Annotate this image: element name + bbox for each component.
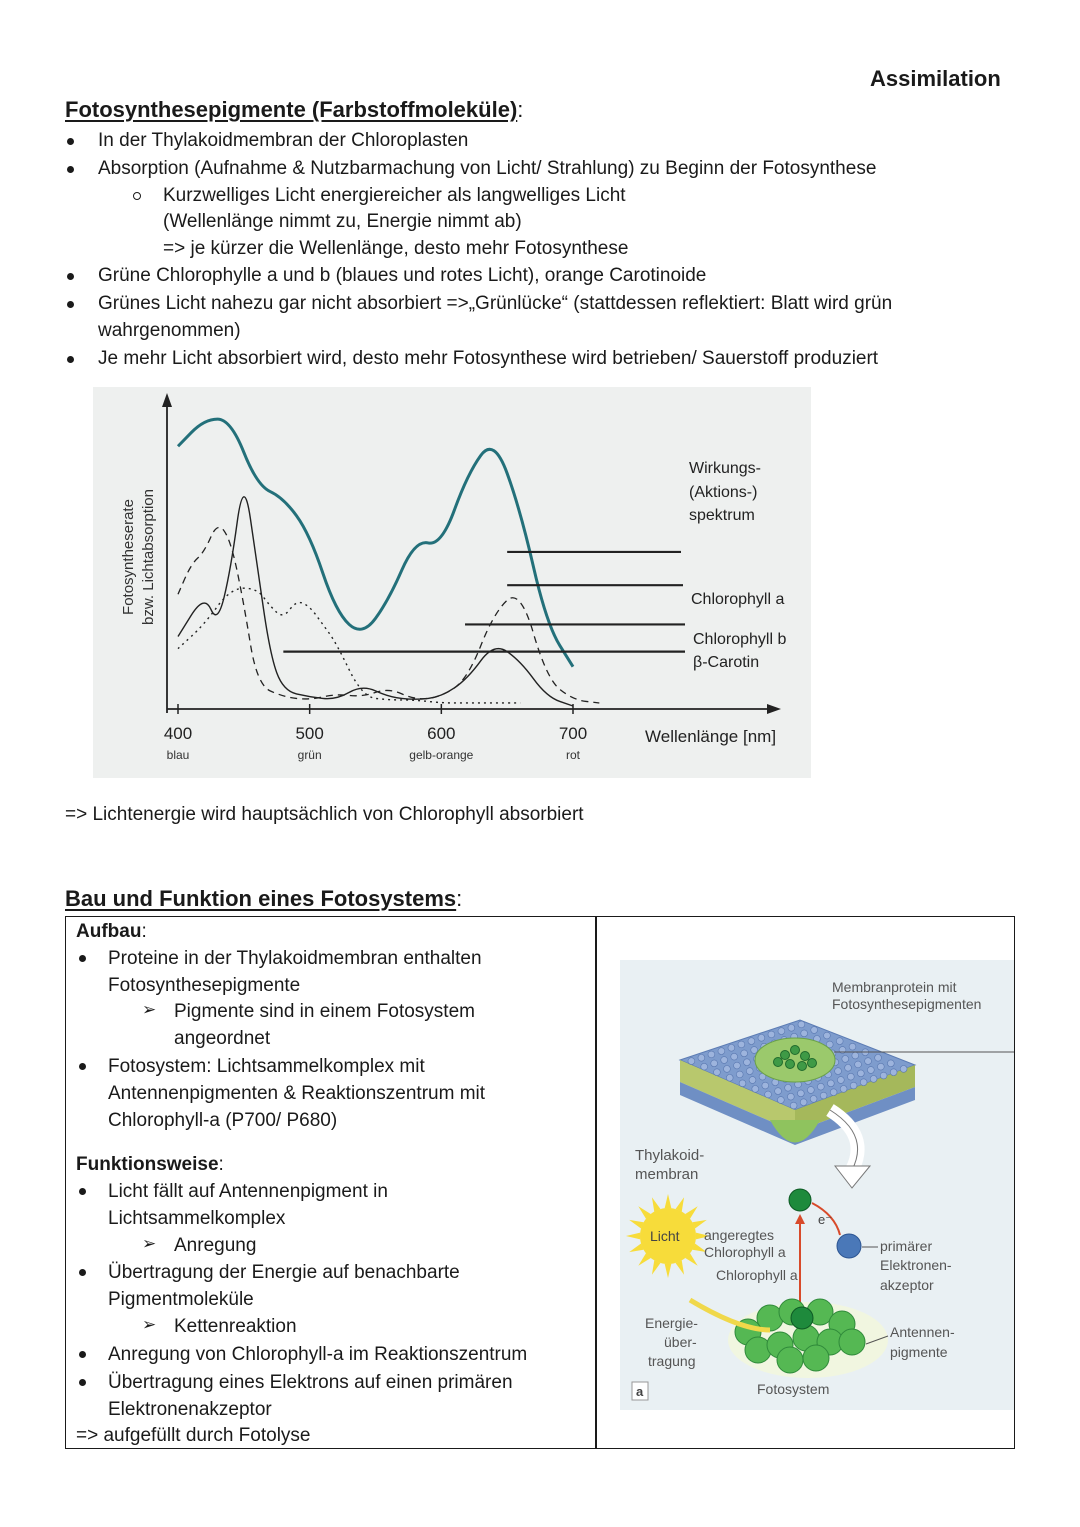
lipid-head [837, 1077, 844, 1084]
angeregt-label-2: Chlorophyll a [704, 1244, 786, 1260]
lipid-head [811, 1027, 818, 1034]
lipid-head [847, 1073, 854, 1080]
lipid-head [788, 1024, 795, 1031]
aufbau-line: Proteine in der Thylakoidmembran enthalten [108, 948, 482, 969]
lipid-head [714, 1069, 721, 1076]
sun-ray [626, 1233, 640, 1240]
arrow-bullet-icon: ➢ [142, 1000, 157, 1019]
lipid-head [807, 1087, 814, 1094]
energie-label-2: über- [664, 1334, 697, 1350]
electron-acceptor-molecule [837, 1234, 861, 1258]
bullet-dot [67, 166, 74, 173]
chart-conclusion: => Lichtenergie wird hauptsächlich von Chlorophyll absorbiert [65, 804, 584, 825]
lipid-head [887, 1060, 894, 1067]
zoom-arrow-head [835, 1166, 870, 1188]
lipid-head [830, 1089, 837, 1096]
lipid-head [880, 1072, 887, 1079]
licht-label: Licht [650, 1228, 680, 1244]
lipid-head [867, 1067, 874, 1074]
x-axis-label: Wellenlänge [nm] [645, 727, 777, 746]
heading-colon: : [141, 921, 147, 942]
lipid-head [877, 1063, 884, 1070]
energie-label-1: Energie- [645, 1315, 698, 1331]
x-tick-label: 500 [295, 724, 324, 743]
lipid-head [718, 1048, 725, 1055]
antenna-pigment [803, 1345, 829, 1371]
lipid-head [724, 1065, 731, 1072]
lipid-head [762, 1082, 769, 1089]
funktion-line: Übertragung der Energie auf benachbarte [108, 1262, 460, 1283]
bullet-dot [79, 955, 86, 962]
lipid-head [711, 1060, 718, 1067]
lipid-head [785, 1084, 792, 1091]
bullet-dot [79, 1379, 86, 1386]
series-line-1 [178, 527, 599, 703]
section-title-text: Bau und Funktion eines Fotosystems [65, 886, 457, 911]
lipid-head [797, 1090, 804, 1097]
aufbau-heading [76, 918, 147, 945]
y-axis-label-1: Fotosyntheserate [120, 499, 137, 615]
bullet-dot [79, 1351, 86, 1358]
aufbau-line: Pigmente sind in einem Fotosystem [174, 1001, 475, 1022]
lipid-head [800, 1099, 807, 1106]
lipid-head [798, 1021, 805, 1028]
lipid-head [736, 1071, 743, 1078]
lipid-head [778, 1028, 785, 1035]
akzeptor-label-1: primärer [880, 1238, 933, 1254]
x-tick-color-label: blau [166, 748, 190, 762]
lipid-head [708, 1051, 715, 1058]
legend-chlorophyll-b: Chlorophyll b [693, 631, 787, 648]
funktion-heading-text: Funktionsweise [76, 1154, 219, 1175]
antenna-pigment [745, 1337, 771, 1363]
lipid-head [734, 1062, 741, 1069]
akzeptor-label-3: akzeptor [880, 1277, 934, 1293]
lipid-head [890, 1069, 897, 1076]
aufbau-line: angeordnet [174, 1028, 271, 1049]
pigment-in-protein [781, 1051, 790, 1060]
lipid-head [865, 1058, 872, 1065]
lipid-head [850, 1082, 857, 1089]
pigment-in-protein [791, 1046, 800, 1055]
title-colon: : [517, 97, 524, 122]
funktion-line: => aufgefüllt durch Fotolyse [76, 1425, 311, 1446]
lipid-head [721, 1057, 728, 1064]
sub-bullet-text: Kurzwelliges Licht energiereicher als langwelliges Licht [163, 185, 626, 206]
x-tick-label: 400 [163, 724, 193, 743]
page-topic: Assimilation [870, 66, 1001, 91]
legend-chlorophyll-a: Chlorophyll a [691, 591, 785, 608]
arrow-bullet-icon: ➢ [142, 1234, 157, 1253]
lipid-head [900, 1065, 907, 1072]
series-line-0 [178, 419, 573, 667]
lipid-head [810, 1095, 817, 1102]
lipid-head [738, 1041, 745, 1048]
electron-label: e⁻ [818, 1212, 833, 1227]
title-colon: : [456, 886, 463, 911]
table-column-divider [595, 916, 597, 1449]
sub-bullet-text: => je kürzer die Wellenlänge, desto mehr Fotosynthese [163, 238, 629, 259]
series-line-2 [178, 497, 573, 706]
aufbau-line: Fotosynthesepigmente [108, 975, 301, 996]
lipid-head [849, 1043, 856, 1050]
bullet-dot [67, 301, 74, 308]
lipid-head [870, 1075, 877, 1082]
lipid-head [765, 1091, 772, 1098]
series-line-3 [178, 588, 520, 703]
legend-wirkung-1: Wirkungs- [689, 460, 762, 477]
membrane-protein-lower [770, 1120, 820, 1143]
bullet-dot [79, 1188, 86, 1195]
antenna-pigment [777, 1347, 803, 1373]
lipid-head [790, 1102, 797, 1109]
absorption-spectrum-chart [93, 387, 811, 778]
y-axis-label-2: bzw. Lichtabsorption [140, 489, 157, 625]
chlorophyll-a-label: Chlorophyll a [716, 1267, 798, 1283]
lipid-head [731, 1053, 738, 1060]
lipid-head [752, 1085, 759, 1092]
lipid-head [842, 1055, 849, 1062]
x-tick-label: 600 [427, 724, 456, 743]
funktion-line: Elektronenakzeptor [108, 1399, 272, 1420]
absorption-chart-panel [93, 387, 811, 778]
bullet-dot [79, 1269, 86, 1276]
lipid-head [746, 1068, 753, 1075]
funktion-line: Anregung [174, 1235, 257, 1256]
lipid-head [728, 1044, 735, 1051]
lipid-head [857, 1070, 864, 1077]
y-axis-arrow [162, 393, 172, 407]
lipid-head [751, 1047, 758, 1054]
lipid-head [875, 1054, 882, 1061]
bullet-text-continued: wahrgenommen) [98, 320, 241, 341]
excited-chlorophyll-molecule [789, 1189, 811, 1211]
sun-ray [665, 1264, 672, 1278]
antenna-pigment [839, 1329, 865, 1355]
section-title-text: Fotosynthesepigmente (Farbstoffmoleküle) [65, 97, 518, 122]
lipid-head [758, 1034, 765, 1041]
aufbau-heading-text: Aufbau [76, 921, 142, 942]
bullet-text: In der Thylakoidmembran der Chloroplasten [98, 130, 469, 151]
lipid-head [748, 1038, 755, 1045]
aufbau-line: Chlorophyll-a (P700/ P680) [108, 1110, 338, 1131]
lipid-head [777, 1097, 784, 1104]
lipid-head [840, 1085, 847, 1092]
bullet-text: Je mehr Licht absorbiert wird, desto mehr Fotosynthese wird betrieben/ Sauerstoff produziert [98, 348, 879, 369]
sub-bullet-text: (Wellenlänge nimmt zu, Energie nimmt ab) [163, 211, 522, 232]
section-title-fotosystem [65, 886, 462, 912]
section-title-pigments [65, 97, 523, 123]
lipid-head [827, 1080, 834, 1087]
lipid-head [801, 1030, 808, 1037]
sun-ray [665, 1194, 672, 1208]
membrane-protein [755, 1038, 835, 1082]
lipid-head [775, 1088, 782, 1095]
aufbau-line: Fotosystem: Lichtsammelkomplex mit [108, 1056, 425, 1077]
bullet-dot [79, 1063, 86, 1070]
thylakoid-label-1: Thylakoid- [635, 1147, 705, 1164]
angeregt-label-1: angeregtes [704, 1227, 775, 1243]
lipid-head [817, 1083, 824, 1090]
x-tick-color-label: gelb-orange [409, 748, 474, 762]
lipid-head [726, 1074, 733, 1081]
antennen-label-2: pigmente [890, 1344, 948, 1360]
bullet-text: Absorption (Aufnahme & Nutzbarmachung von Licht/ Strahlung) zu Beginn der Fotosynthese [98, 158, 877, 179]
x-tick-label: 700 [558, 724, 588, 743]
legend-beta-carotin: β-Carotin [693, 654, 760, 671]
legend-wirkung-3: spektrum [689, 507, 755, 524]
sub-bullet-circle [133, 192, 141, 200]
lipid-head [744, 1059, 751, 1066]
funktion-line: Licht fällt auf Antennenpigment in [108, 1181, 388, 1202]
bullet-text: Grüne Chlorophylle a und b (blaues und rotes Licht), orange Carotinoide [98, 265, 707, 286]
funktion-line: Übertragung eines Elektrons auf einen primären [108, 1372, 513, 1393]
thylakoid-label-2: membran [635, 1166, 699, 1183]
legend-wirkung-2: (Aktions-) [689, 484, 758, 501]
energie-label-3: tragung [648, 1353, 696, 1369]
lipid-head [860, 1079, 867, 1086]
x-tick-color-label: grün [297, 748, 322, 762]
bullet-dot [67, 273, 74, 280]
funktion-line: Pigmentmoleküle [108, 1289, 254, 1310]
membran-label-2: Fotosynthesepigmenten [832, 996, 982, 1012]
lipid-head [688, 1058, 695, 1065]
akzeptor-label-2: Elektronen- [880, 1257, 952, 1273]
lipid-head [739, 1080, 746, 1087]
x-tick-color-label: rot [565, 748, 581, 762]
funktion-line: Anregung von Chlorophyll-a im Reaktionszentrum [108, 1344, 528, 1365]
funktion-heading [76, 1151, 224, 1178]
pigment-in-protein [786, 1060, 795, 1069]
bullet-text: Grünes Licht nahezu gar nicht absorbiert =>„Grünlücke“ (stattdessen reflektiert: Blatt wird grün [98, 293, 893, 314]
pigment-in-protein [808, 1059, 817, 1068]
lipid-head [835, 1068, 842, 1075]
lipid-head [820, 1092, 827, 1099]
lipid-head [698, 1054, 705, 1061]
reaction-center-chlorophyll [791, 1307, 813, 1329]
bullet-dot [67, 138, 74, 145]
pigment-in-protein [801, 1052, 810, 1061]
lipid-head [787, 1093, 794, 1100]
fotosystem-diagram-panel [620, 960, 1014, 1410]
lipid-head [824, 1032, 831, 1039]
lipid-head [749, 1077, 756, 1084]
lipid-head [845, 1064, 852, 1071]
arrow-bullet-icon: ➢ [142, 1315, 157, 1334]
lipid-head [852, 1052, 859, 1059]
bullet-dot [67, 356, 74, 363]
lipid-head [741, 1050, 748, 1057]
lipid-head [836, 1038, 843, 1045]
fotosystem-label: Fotosystem [757, 1381, 830, 1397]
panel-letter: a [636, 1384, 644, 1399]
pigment-in-protein [774, 1058, 783, 1067]
membran-label-1: Membranprotein mit [832, 979, 957, 995]
heading-colon: : [218, 1154, 224, 1175]
excitation-arrowhead [795, 1214, 805, 1224]
lipid-head [768, 1031, 775, 1038]
fotosystem-diagram [620, 960, 1014, 1410]
aufbau-line: Antennenpigmenten & Reaktionszentrum mit [108, 1083, 486, 1104]
antennen-label-1: Antennen- [890, 1324, 955, 1340]
funktion-line: Lichtsammelkomplex [108, 1208, 286, 1229]
lipid-head [701, 1063, 708, 1070]
funktion-line: Kettenreaktion [174, 1316, 297, 1337]
pigment-in-protein [798, 1062, 807, 1071]
x-axis-arrow [767, 704, 781, 714]
lipid-head [855, 1061, 862, 1068]
